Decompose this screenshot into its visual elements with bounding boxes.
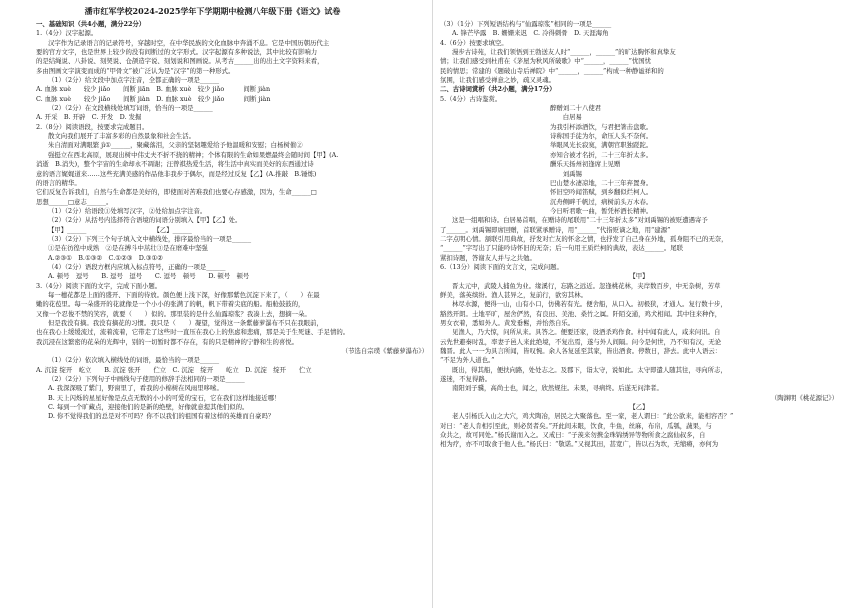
text-line: 豁然开朗。土地平旷，屋舍俨然，有良田、美池、桑竹之属。阡陌交通，鸡犬相闻。其中往来种作， [440,309,722,318]
text-line: 【乙】 [629,403,649,412]
column-divider [432,0,433,608]
text-line: （3）（2分）下列三个句子填入文中横线处，排序最恰当的一项是______ [48,234,252,243]
text-line: 也在我心上缓缓流过，流着流着，它带走了这些时一直压在我心上的焦虑和悲痛，那是关于生死谜、手足情的。 [36,328,350,337]
text-line: 一、基础知识（共4小题，满分22分） [36,20,146,28]
text-line: 众共之，故可同处。”杨氏谢而入之。又戒曰：“子羡来勿携金珠锦绣异等物所食之腐仙叔多，自 [440,431,706,440]
text-line: “______”字写出了只能吟诗怀旧的无奈；后一句用王质烂柯的典故，表达______。尾联 [440,244,683,253]
text-line: 今日听君歌一曲，暂凭杯酒长精神。 [550,206,653,215]
text-line: ①是在彷徨中成熟 ②是在搏斗中茁壮③是在磨难中坚强 [48,244,208,253]
exam-title: 潘市红军学校2024-2025学年下学期期中检测八年级下册《语文》试卷 [84,6,341,16]
text-line: 对曰：“老人肯相引至此，则必贤者矣。”开此间未眼，饮食，牛鱼，丝麻，布帛，瓜瓠，蔬果，与 [440,421,712,430]
text-line: 沉舟侧畔千帆过，病树前头万木春。 [550,197,653,206]
text-line: 林尽水源，便得一山，山有小口，仿佛若有光。便舍船，从口入。初极狭，才通人。复行数十步， [452,300,727,309]
text-line: 二字点明心情。颔联引用典故，抒发对亡友的怀念之情，也抒发了自己身在外地，孤身阻不已的无奈， [440,234,728,243]
text-line: 这是一组唱和诗。白居易首唱，在赠诗的尾联用“二十三年折太多”对刘禹锡的被贬遭遇寄予 [452,216,708,225]
text-line: 南阳刘子骥，高尚士也，闻之，欣然规往。未果，寻病终。后遂无问津者。 [452,384,663,393]
text-line: 见渔人，乃大惊，问所从来。具答之。便要还家，设酒杀鸡作食。村中闻有此人，咸来问讯。自 [452,328,721,337]
text-line: A. 我深深吸了紫门，野窗里了，看我的小棉树在风雨里哆嗦。 [48,384,223,393]
text-line: 1.（4分）汉字起源。 [36,29,98,38]
text-line: 怀旧空吟闻笛赋，到乡翻似烂柯人。 [550,188,653,197]
text-line: A. 顿号 逗号 B. 逗号 逗号 C. 逗号 顿号 D. 顿号 顿号 [48,272,250,281]
text-line: （1）（2分）依次填入横线处的词语，最恰当的一项是______ [48,356,220,365]
text-line: D. 你不觉得我们的总是对不可吗？你不以我们的祖国有着这样的英雄而自豪吗？ [48,412,275,421]
text-line: 晋太元中，武陵人捕鱼为业。缘溪行，忘路之远近。忽逢桃花林，夹岸数百步，中无杂树，芳草 [452,281,721,290]
text-line: 思想______□意志______。 [36,197,113,206]
text-line: A. 开采 B. 开辟 C. 开发 D. 发掘 [36,113,142,122]
text-line: （节选自宗璞《紫藤萝瀑布》） [341,347,428,356]
text-line: 既出，得其船，便扶向路，处处志之。及郡下，诣太守，说如此。太守即遣人随其往，寻向所志， [452,365,727,374]
text-line: 散文向我们展开了丰富多彩的自然景象和社会生活。 [48,132,195,141]
text-line: 鲜美，落英缤纷。渔人甚异之，复前行，欲穷其林。 [440,290,587,299]
text-line: B. 天上闪烁的星星好像是点点无数的小小的可爱的宝石，它在我们这样地接近哪！ [48,393,281,402]
text-line: 2.（8分）阅读语段，按要求完成题目。 [36,122,149,131]
text-line: 5.（4分）古诗鉴赏。 [440,94,502,103]
text-line: 氛围，让我们感受禅意之妙，疏又灵魂。 [440,76,556,85]
text-line: 嫩的花苞里。每一朵盛开的花就像是一个小小的张满了的帆，帆下带着尖底的船。船舱鼓鼓的， [36,300,305,309]
text-line: 民的情思；常建的《题破山寺后禅院》中“______，______”构成一种静谧祥和的 [440,66,664,75]
text-line: （2）（2分）下列句子中画线句子使用的修辞手法相同的一项是______ [48,375,245,384]
text-line: （4）（2分）语段方框内应填入标点符号，正确的一项是______ [48,262,226,271]
text-line: C. 血脉 xuè 较少 jiǎo 间断 jiàn D. 血脉 xuè 较少 jiǎo 间断 jiàn [36,94,271,103]
text-line: A.②③① B.①③② C.①②③ D.③①② [48,253,163,262]
text-line: 白居易 [550,113,582,122]
text-line: 相为疗，亦不可取食于他人也。”杨氏曰：“敬诺。”又视其田，甚宽广，皆以石为坎，无缩瘠，亦何为 [440,440,719,449]
left-column [36,20,428,422]
text-line: 6.（13分）阅读下面的文言文，完成问题。 [440,262,563,271]
text-line: 【甲】______ 【乙】______ [48,225,192,234]
text-line: 为我引杯添酒饮，与君把箸击盘歌。 [550,122,653,131]
text-line: 的是结绳说、八卦说、刻契说、仓颉造字说、刻划说和图画说。从考古______出的出土文字资料来看， [36,57,324,66]
text-line: 了______。刘禹锡即席回赠，首联紧承赠诗，用“______”代指贬谪之地，用“建源” [440,225,671,234]
text-line: 强挺立在西北高原，展现出树中伟丈夫不折不挠的精神；个体有限的生命如果燃最终会随时间【甲】(A. [48,150,339,159]
text-line: 它们反复告诉我们，自然与生命都是美好的，即使面对苦难我们也要心存感激，因为，生命______□ [36,188,317,197]
text-line: 多由图画文字演变而成的“甲骨文”被广泛认为是“汉字”的第一种形式。 [36,66,235,75]
text-line: C. 每到一个旷藏点，迎接他们的是新的绝壁，好像就意提其他们似的。 [48,403,249,412]
text-line: A. 沉淀 绽开 屹立 B. 沉淀 张开 伫立 C. 沉淀 绽开 屹立 D. 沉淀 绽开 伫立 [36,365,312,374]
text-line: 酬乐天扬州初逢席上见赠 [550,160,621,169]
text-line: “不足为外人道也。” [440,356,495,365]
text-line: A. 锋芒毕露 B. 姗姗来迟 C. 冷得刺骨 D. 天涯海角 [452,29,609,38]
text-line: 的语言的精华。 [36,178,81,187]
text-line: 意的语言娓娓道来……这些充满美感的作品他非我步于偶尔，而是经过反复【乙】(A.推敲 B.锤炼) [36,169,317,178]
text-line: 男女衣着，悉如外人。黄发垂髫，并怡然自乐。 [440,319,575,327]
text-line: 诗称国手徒为尔，命压人头不奈何。 [550,132,653,141]
text-line: 又像一个忍俊不禁的笑容，就要（ ）似的。那里装的是什么仙露琼浆？我凑上去，想摘一朵。 [36,309,311,318]
text-line: （2）（2分）在文段横线处填写词语，恰当的一项是______ [48,104,213,113]
text-line: （1）（2分）给语段①处填写汉字，②处给加点字注音。 [48,206,207,215]
text-line: 每一穗花都是上面的盛开、下面的待放。颜色便上浅下深，好像那紫色沉淀下来了，（ ）在最 [48,290,320,299]
text-line: 汉字作为记录语言的记录符号，穿越时空，在中华民族的文化血脉中奔涌不息。它是中国历朝历代主 [48,38,330,47]
text-line: 魏晋。此人一一为具言所闻，皆叹惋。余人各复延至其家，皆出酒食。停数日，辞去。此中人语云： [440,347,722,356]
text-line: （3）（1分）下列短语结构与“仙露琼浆”相同的一项是______ [440,20,612,28]
text-line: 朱自清面对满眼繁 jì①______，聚藏落泪，父亲的坚韧趣爱给予他温暖和安慰；白杨树催② [48,141,303,150]
text-line: 遂迷，不复得路。 [440,375,492,384]
text-line: 举眼风光长寂寞，满朝官职独蹉跎。 [550,141,653,150]
text-line: 消逝 B.消失)，整个宇宙的生命却永不凋谢；汪曾祺热爱生活，将生活中真实而美好的东西通过诗 [36,160,314,169]
text-line: 二、古诗词赏析（共2小题，满分17分） [440,85,556,94]
text-line: （1）（2分）给文段中加点字注音，全都正确的一项是______ [48,76,220,85]
text-line: 【甲】 [629,272,649,281]
text-line: 情；让我们感受到杜甫在《茅屋为秋风所破歌》中“______，______”忧国忧 [440,57,652,66]
text-line: 巴山楚水凄凉地，二十三年弃置身。 [550,178,653,187]
text-line: 漫步古诗苑，让我们领悟到王勃送友人时“______，______”的旷达胸怀和真挚友 [452,48,676,57]
text-line: 但是我没有摘。我没有摘花的习惯。我只是（ ）凝望，觉得这一条紫藤萝瀑布不只在我眼前， [48,319,323,327]
text-line: 云先世避秦时乱，率妻子邑人来此绝境，不复出焉，遂与外人间隔。问今是何世，乃不知有汉，无论 [440,337,722,346]
right-column [440,20,838,450]
text-line: 我沉浸在这繁密的花朵的光辉中，别的一切暂时都不存在，有的只是精神的宁静和生的喜悦。 [36,337,299,346]
text-line: 刘禹锡 [550,169,582,178]
text-line: 3.（4分）阅读下面的文字，完成下面小题。 [36,281,162,290]
text-line: 老人引杨氏入山之大穴，鸡犬陶冶，居民之大聚落也。至一家，老人谓曰：“此公欲来，能相容否？” [452,412,734,421]
text-line: A. 血脉 xuè 较少 jiǎo 间断 jiān B. 血脉 xuè 较少 jiǎo 间断 jiàn [36,85,271,94]
text-line: 要的官方文字，也是世界上较少的没有间断过的文字形式。汉字起源有多种说法，其中比较有影响力 [36,48,318,57]
text-line: 紧扣诗题，答谢友人并与之共勉。 [440,253,536,262]
text-line: （陶渊明《桃花源记》） [770,393,838,402]
text-line: 醉赠刘二十八使君 [550,104,602,113]
text-line: （2）（2分）从括号内选择符合语境的词语分别填入【甲】【乙】处。 [48,216,242,225]
text-line: 4.（6分）按要求填空。 [440,38,508,47]
text-line: 亦知合被才名折，二十三年折太多。 [550,150,653,159]
